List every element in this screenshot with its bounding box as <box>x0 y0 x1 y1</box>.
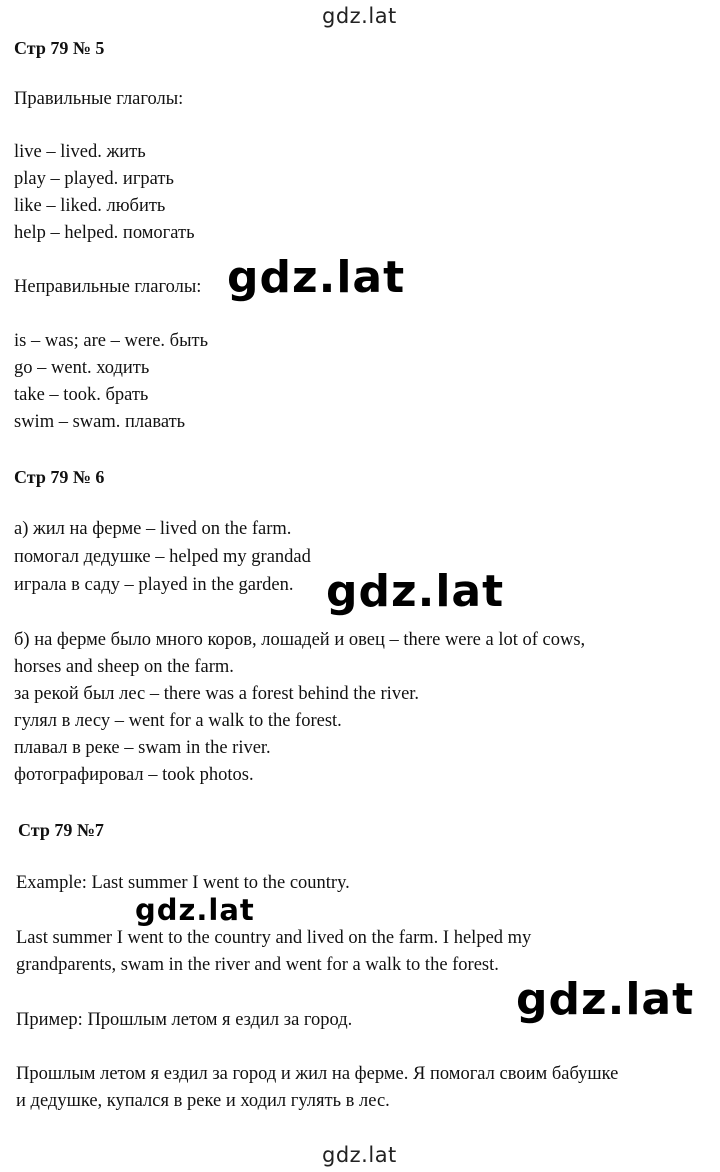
english-paragraph-line: Last summer I went to the country and lived on the farm. I helped my <box>16 928 532 948</box>
watermark-overlay: gdz.lat <box>512 974 698 1025</box>
translation-line: плавал в реке – swam in the river. <box>14 738 271 758</box>
irregular-verb-line: is – was; are – were. быть <box>14 331 209 351</box>
example-ru-line: Пример: Прошлым летом я ездил за город. <box>16 1010 353 1030</box>
russian-paragraph-line: Прошлым летом я ездил за город и жил на ферме. Я помогал своим бабушке <box>16 1064 619 1084</box>
translation-line: помогал дедушке – helped my grandad <box>14 547 311 567</box>
regular-verb-line: help – helped. помогать <box>14 223 195 243</box>
russian-paragraph-line: и дедушке, купался в реке и ходил гулять в лес. <box>16 1091 390 1111</box>
english-paragraph-line: grandparents, swam in the river and went for a walk to the forest. <box>16 955 499 975</box>
translation-line: за рекой был лес – there was a forest behind the river. <box>14 684 420 704</box>
regular-verbs-label: Правильные глаголы: <box>14 89 184 109</box>
translation-line: а) жил на ферме – lived on the farm. <box>14 519 292 539</box>
regular-verb-line: live – lived. жить <box>14 142 146 162</box>
irregular-verb-line: go – went. ходить <box>14 358 150 378</box>
translation-line: б) на ферме было много коров, лошадей и овец – there were a lot of cows, <box>14 630 586 650</box>
heading-section-7: Стр 79 №7 <box>18 820 104 840</box>
example-line: Example: Last summer I went to the country. <box>16 873 350 893</box>
translation-line: фотографировал – took photos. <box>14 765 254 785</box>
watermark-top: gdz.lat <box>322 4 397 28</box>
regular-verb-line: play – played. играть <box>14 169 174 189</box>
heading-section-5: Стр 79 № 5 <box>14 38 105 58</box>
translation-line: horses and sheep on the farm. <box>14 657 234 677</box>
watermark-bottom: gdz.lat <box>322 1143 397 1167</box>
irregular-verb-line: take – took. брать <box>14 385 149 405</box>
heading-section-6: Стр 79 № 6 <box>14 467 105 487</box>
irregular-verbs-label: Неправильные глаголы: <box>14 277 202 297</box>
watermark-overlay: gdz.lat <box>132 893 258 927</box>
watermark-overlay: gdz.lat <box>322 566 508 617</box>
regular-verb-line: like – liked. любить <box>14 196 166 216</box>
watermark-overlay: gdz.lat <box>223 252 409 303</box>
translation-line: гулял в лесу – went for a walk to the forest. <box>14 711 342 731</box>
irregular-verb-line: swim – swam. плавать <box>14 412 186 432</box>
translation-line: играла в саду – played in the garden. <box>14 575 294 595</box>
